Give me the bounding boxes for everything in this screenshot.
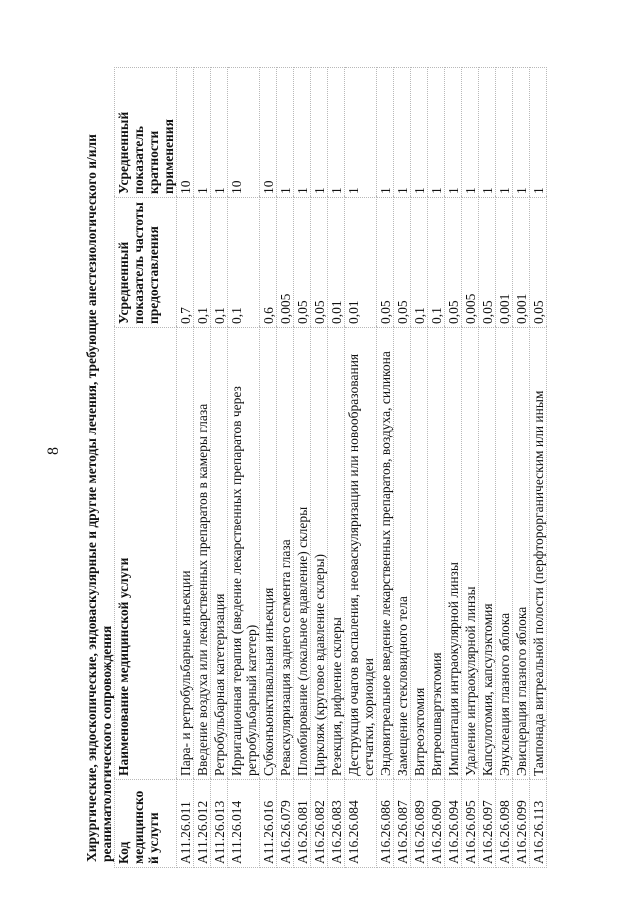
frequency-cell: 0,1 (428, 198, 445, 328)
services-table (114, 67, 547, 868)
header-multiplicity: Усредненный показатель кратности применения (115, 68, 177, 198)
multiplicity-cell: 1 (377, 68, 394, 198)
header-frequency: Усредненный показатель частоты предоставления (115, 198, 177, 328)
table-row (479, 68, 496, 868)
multiplicity-cell: 1 (462, 68, 479, 198)
multiplicity-cell: 1 (530, 68, 547, 198)
service-name-cell: Пломбирование (локальное вдавление) склеры (294, 328, 311, 780)
service-name-cell: Ирригационная терапия (введение лекарственных препаратов через ретробульбарный катетер) (228, 328, 260, 780)
service-code-cell: A16.26.082 (311, 780, 328, 868)
header-name: Наименование медицинской услуги (115, 328, 177, 780)
frequency-cell: 0,001 (513, 198, 530, 328)
service-name-cell: Пара- и ретробульбарные инъекции (177, 328, 194, 780)
frequency-cell: 0,05 (294, 198, 311, 328)
service-name-cell: Введение воздуха или лекарственных препаратов в камеры глаза (194, 328, 211, 780)
frequency-cell: 0,1 (228, 198, 260, 328)
multiplicity-cell: 1 (345, 68, 377, 198)
table-row (294, 68, 311, 868)
service-code-cell: A11.26.014 (228, 780, 260, 868)
service-name-cell: Капсулотомия, капсулэктомия (479, 328, 496, 780)
frequency-cell: 0,1 (411, 198, 428, 328)
frequency-cell: 0,1 (194, 198, 211, 328)
table-row (277, 68, 294, 868)
multiplicity-cell: 1 (411, 68, 428, 198)
table-row (328, 68, 345, 868)
frequency-cell: 0,7 (177, 198, 194, 328)
service-name-cell: Витреоэктомия (411, 328, 428, 780)
frequency-cell: 0,005 (277, 198, 294, 328)
service-code-cell: A16.26.089 (411, 780, 428, 868)
service-code-cell: A16.26.083 (328, 780, 345, 868)
frequency-cell: 0,001 (496, 198, 513, 328)
frequency-cell: 0,01 (345, 198, 377, 328)
service-code-cell: A11.26.012 (194, 780, 211, 868)
frequency-cell: 0,05 (311, 198, 328, 328)
service-code-cell: A11.26.016 (260, 780, 277, 868)
table-row (311, 68, 328, 868)
service-name-cell: Циркляж (круговое вдавление склеры) (311, 328, 328, 780)
table-header-row (115, 68, 177, 868)
service-code-cell: A16.26.087 (394, 780, 411, 868)
table-body (177, 68, 547, 868)
service-code-cell: A11.26.013 (211, 780, 228, 868)
table-row (411, 68, 428, 868)
service-code-cell: A16.26.099 (513, 780, 530, 868)
multiplicity-cell: 10 (228, 68, 260, 198)
service-name-cell: Имплантация интраокулярной линзы (445, 328, 462, 780)
multiplicity-cell: 1 (445, 68, 462, 198)
multiplicity-cell: 1 (513, 68, 530, 198)
multiplicity-cell: 1 (496, 68, 513, 198)
header-code: Код медицинской услуги (115, 780, 177, 868)
service-name-cell: Витреошвартэктомия (428, 328, 445, 780)
service-code-cell: A16.26.113 (530, 780, 547, 868)
service-code-cell: A16.26.097 (479, 780, 496, 868)
service-code-cell: A16.26.086 (377, 780, 394, 868)
service-name-cell: Деструкция очагов воспаления, неоваскуляризации или новообразования сетчатки, хориоидеи (345, 328, 377, 780)
multiplicity-cell: 1 (211, 68, 228, 198)
table-row (345, 68, 377, 868)
table-row (496, 68, 513, 868)
table-row (394, 68, 411, 868)
frequency-cell: 0,05 (530, 198, 547, 328)
table-row (445, 68, 462, 868)
multiplicity-cell: 1 (428, 68, 445, 198)
table-row (530, 68, 547, 868)
frequency-cell: 0,005 (462, 198, 479, 328)
frequency-cell: 0,05 (394, 198, 411, 328)
table-row (260, 68, 277, 868)
multiplicity-cell: 1 (311, 68, 328, 198)
multiplicity-cell: 10 (260, 68, 277, 198)
frequency-cell: 0,05 (377, 198, 394, 328)
service-name-cell: Субконъюнктивальная инъекция (260, 328, 277, 780)
service-code-cell: A16.26.098 (496, 780, 513, 868)
table-row (462, 68, 479, 868)
service-code-cell: A16.26.079 (277, 780, 294, 868)
service-name-cell: Тампонада витреальной полости (перфторорганическим или иным (530, 328, 547, 780)
table-row (513, 68, 530, 868)
page-number: 8 (45, 447, 62, 455)
service-name-cell: Энуклеация глазного яблока (496, 328, 513, 780)
multiplicity-cell: 1 (328, 68, 345, 198)
rotated-page-content (80, 68, 600, 868)
frequency-cell: 0,6 (260, 198, 277, 328)
multiplicity-cell: 1 (479, 68, 496, 198)
frequency-cell: 0,01 (328, 198, 345, 328)
frequency-cell: 0,05 (445, 198, 462, 328)
multiplicity-cell: 1 (294, 68, 311, 198)
service-name-cell: Реваскуляризация заднего сегмента глаза (277, 328, 294, 780)
service-code-cell: A16.26.081 (294, 780, 311, 868)
service-name-cell: Удаление интраокулярной линзы (462, 328, 479, 780)
section-title: Хирургические, эндоскопические, эндоваскулярные и другие методы лечения, требующие анестезиологического и/или реаниматологического сопровождения (84, 134, 114, 862)
service-code-cell: A16.26.090 (428, 780, 445, 868)
service-name-cell: Эндовитреальное введение лекарственных препаратов, воздуха, силикона (377, 328, 394, 780)
multiplicity-cell: 1 (394, 68, 411, 198)
service-name-cell: Ретробульбарная катетеризация (211, 328, 228, 780)
frequency-cell: 0,05 (479, 198, 496, 328)
table-row (211, 68, 228, 868)
table-row (428, 68, 445, 868)
table-row (177, 68, 194, 868)
service-name-cell: Эвисцерация глазного яблока (513, 328, 530, 780)
service-name-cell: Резекция, рифление склеры (328, 328, 345, 780)
multiplicity-cell: 1 (194, 68, 211, 198)
service-name-cell: Замещение стекловидного тела (394, 328, 411, 780)
table-row (377, 68, 394, 868)
service-code-cell: A16.26.084 (345, 780, 377, 868)
table-row (228, 68, 260, 868)
service-code-cell: A11.26.011 (177, 780, 194, 868)
multiplicity-cell: 1 (277, 68, 294, 198)
service-code-cell: A16.26.094 (445, 780, 462, 868)
service-code-cell: A16.26.095 (462, 780, 479, 868)
multiplicity-cell: 10 (177, 68, 194, 198)
frequency-cell: 0,1 (211, 198, 228, 328)
table-row (194, 68, 211, 868)
